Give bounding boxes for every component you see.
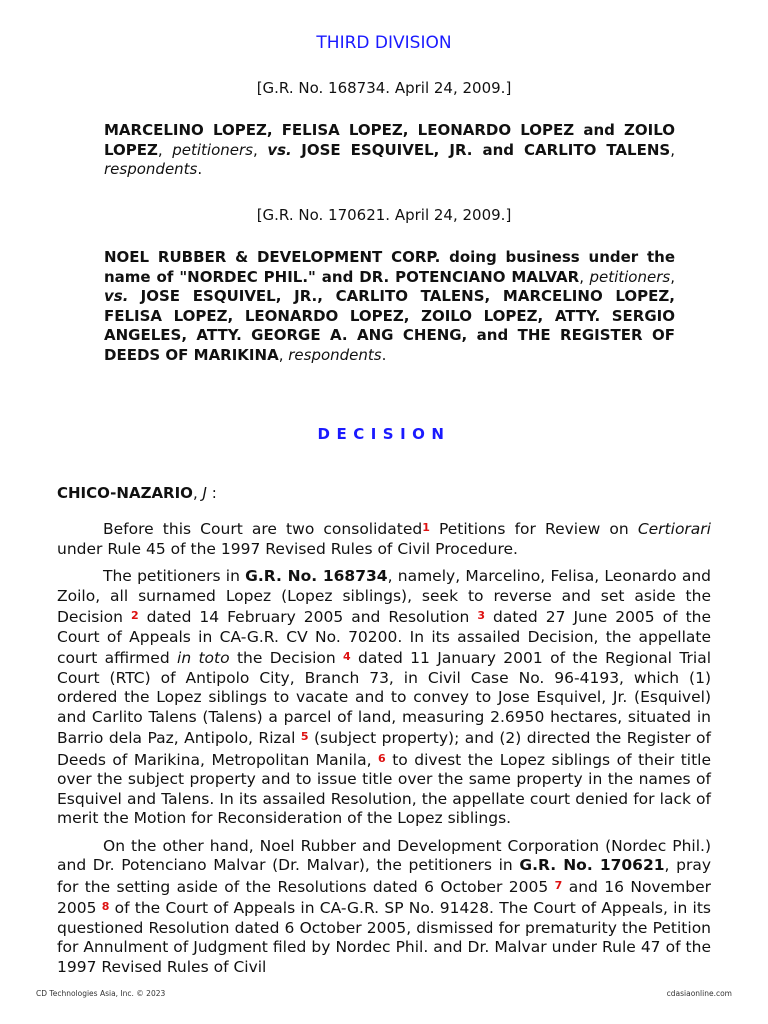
footnote-link[interactable]: 7 [554,878,563,892]
footnote-link[interactable]: 2 [130,609,139,622]
footnote-link[interactable]: 4 [343,650,351,663]
case2-grno: [G.R. No. 170621. April 24, 2009.] [256,206,512,224]
footnote-link[interactable]: 8 [101,900,110,913]
paragraph-3: On the other hand, Noel Rubber and Development Corporation (Nordec Phil.) and Dr. Potenciano Malvar (Dr. Malvar), the petitioners in G.R. No. 170621, pray for the setting aside of the Resolutions dated 6 October 2005 7 and 16 November 2005 8 of the Court of Appeals in CA-G.R. SP No. 91428. The Court of Appeals, in its questioned Resolution dated 6 October 2005, dismissed for prematurity the Petition for Annulment of Judgment filed by Nordec Phil. and Dr. Malvar under Rule 47 of the 1997 Revised Rules of Civil [57,836,712,976]
footnote-link[interactable]: 1 [422,521,430,534]
case2-parties: NOEL RUBBER & DEVELOPMENT CORP. doing business under the name of "NORDEC PHIL." and DR. POTENCIANO MALVAR, petitioners, vs. JOSE ESQUIVEL, JR., CARLITO TALENS, MARCELINO LOPEZ, FELISA LOPEZ, LEONARDO LOPEZ, ZOILO LOPEZ, ATTY. SERGIO ANGELES, ATTY. GEORGE A. ANG CHENG, and THE REGISTER OF DEEDS OF MARIKINA, respondents. [104,248,675,364]
case1-respondents-role: respondents [104,160,198,179]
decision-title: DECISION [317,425,451,443]
case1-respondents: JOSE ESQUIVEL, JR. and CARLITO TALENS [301,140,671,159]
case2-respondents: JOSE ESQUIVEL, JR., CARLITO TALENS, MARCELINO LOPEZ, FELISA LOPEZ, LEONARDO LOPEZ, ZOILO LOPEZ, ATTY. SERGIO ANGELES, ATTY. GEORGE A. ANG CHENG, and THE REGISTER OF DEEDS OF MARIKINA [104,287,675,364]
footnote-link[interactable]: 5 [300,730,309,743]
paragraph-2: The petitioners in G.R. No. 168734, namely, Marcelino, Felisa, Leonardo and Zoilo, all surnamed Lopez (Lopez siblings), seek to reverse and set aside the Decision 2 dated 14 February 2005 and Resolution 3 dated 27 June 2005 of the Court of Appeals in CA-G.R. CV No. 70200. In its assailed Decision, the appellate court affirmed in toto the Decision 4 dated 11 January 2001 of the Regional Trial Court (RTC) of Antipolo City, Branch 73, in Civil Case No. 96-4193, which (1) ordered the Lopez siblings to vacate and to convey to Jose Esquivel, Jr. (Esquivel) and Carlito Talens (Talens) a parcel of land, measuring 2.6950 hectares, situated in Barrio dela Paz, Antipolo, Rizal 5 (subject property); and (2) directed the Register of Deeds of Marikina, Metropolitan Manila, 6 to divest the Lopez siblings of their title over the subject property and to issue title over the same property in the names of Esquivel and Talens. In its assailed Resolution, the appellate court denied for lack of merit the Motion for Reconsideration of the Lopez siblings. [57,567,712,827]
footnote-link[interactable]: 6 [378,751,386,765]
case1-grno: [G.R. No. 168734. April 24, 2009.] [256,79,512,97]
ponente: CHICO-NAZARIO, J : [57,484,217,502]
footer-copyright: CD Technologies Asia, Inc. © 2023 [36,989,166,998]
case2-petitioners: NOEL RUBBER & DEVELOPMENT CORP. doing business under the name of "NORDEC PHIL." and DR. POTENCIANO MALVAR [104,248,675,286]
footnote-link[interactable]: 3 [477,609,485,622]
case2-vs: vs. [104,287,129,306]
decision-body [57,518,711,977]
division-heading: THIRD DIVISION [316,33,452,53]
case1-vs: vs. [267,140,292,159]
ponente-name: CHICO-NAZARIO [57,484,193,502]
ponente-title: J [202,484,207,502]
case2-petitioners-role: petitioners [589,267,671,286]
case2-respondents-role: respondents [288,345,382,364]
footer-site-link[interactable]: cdasiaonline.com [666,989,732,998]
case1-petitioners-role: petitioners [172,140,253,159]
case1-petitioners: MARCELINO LOPEZ, FELISA LOPEZ, LEONARDO LOPEZ and ZOILO LOPEZ [104,121,675,159]
case1-parties: MARCELINO LOPEZ, FELISA LOPEZ, LEONARDO LOPEZ and ZOILO LOPEZ, petitioners, vs. JOSE ESQUIVEL, JR. and CARLITO TALENS, respondents. [104,121,675,179]
paragraph-1: Before this Court are two consolidated1 Petitions for Review on Certiorari under Rule 45 of the 1997 Revised Rules of Civil Procedure. [57,520,711,558]
